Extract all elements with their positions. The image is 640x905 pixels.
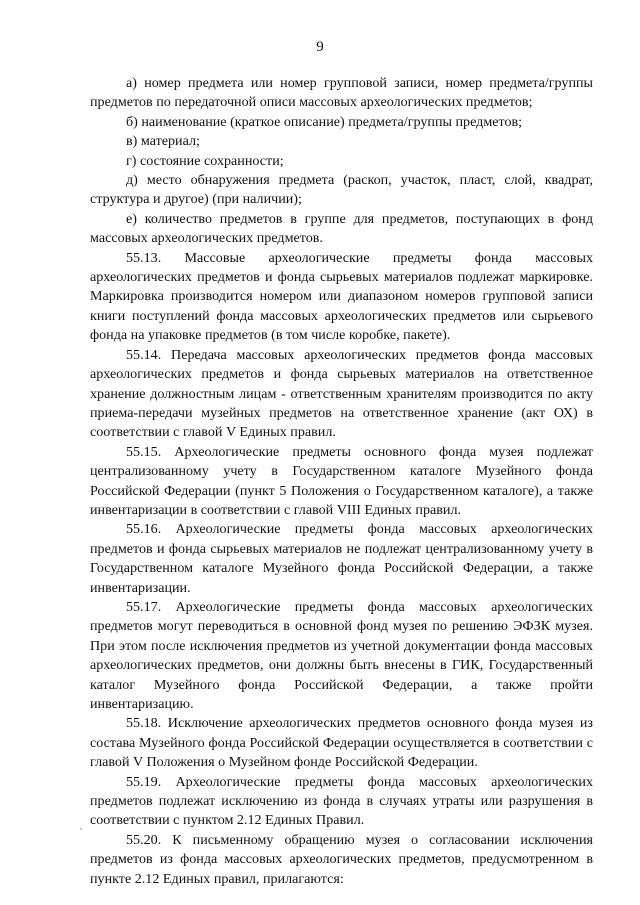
paragraph-55-15: 55.15. Археологические предметы основного фонда музея подлежат централизованному учету в Государственном каталоге Музейного фонда Российской Федерации (пункт 5 Положения о Государственном каталоге), а также инвентаризации в соответствии с главой VIII Единых правил.	[90, 443, 593, 518]
scan-mark: ˙	[79, 825, 83, 839]
document-body	[90, 74, 593, 889]
paragraph-item-e: е) количество предметов в группе для предметов, поступающих в фонд массовых археологических предметов.	[90, 210, 593, 247]
paragraph-item-d: д) место обнаружения предмета (раскоп, участок, пласт, слой, квадрат, структура и другое) (при наличии);	[90, 172, 593, 208]
paragraph-item-a: а) номер предмета или номер групповой записи, номер предмета/группы предметов по передаточной описи массовых археологических предметов;	[90, 75, 593, 111]
paragraph-item-g: г) состояние сохранности;	[126, 152, 284, 169]
page-number: 9	[316, 39, 324, 55]
paragraph-55-17: 55.17. Археологические предметы фонда массовых археологических предметов могут переводиться в основной фонд музея по решению ЭФЗК музея. При этом после исключения предметов из учетной документации фонда массовых археологических предметов, они должны быть внесены в ГИК, Государственный каталог Музейного фонда Российской Федерации, а также пройти инвентаризацию.	[90, 598, 593, 712]
paragraph-55-14: 55.14. Передача массовых археологических предметов фонда массовых археологических предметов и фонда сырьевых материалов на ответственное хранение должностным лицам - ответственным хранителям производится по акту приема-передачи музейных предметов на ответственное хранение (акт ОХ) в соответствии с главой V Единых правил.	[90, 346, 593, 441]
paragraph-55-18: 55.18. Исключение археологических предметов основного фонда музея из состава Музейного фонда Российской Федерации осуществляется в соответствии с главой V Положения о Музейном фонде Российской Федерации.	[90, 715, 593, 771]
paragraph-55-20: 55.20. К письменному обращению музея о согласовании исключения предметов из фонда массовых археологических предметов, предусмотренном в пункте 2.12 Единых правил, прилагаются:	[90, 831, 593, 887]
paragraph-item-v: в) материал;	[126, 133, 200, 150]
paragraph-55-13: 55.13. Массовые археологические предметы фонда массовых археологических предметов и фонда сырьевых материалов подлежат маркировке. Маркировка производится номером или диапазоном номеров групповой записи книги поступлений фонда массовых археологических предметов или сырьевого фонда на упаковке предметов (в том числе коробке, пакете).	[90, 249, 593, 344]
paragraph-item-b: б) наименование (краткое описание) предмета/группы предметов;	[126, 113, 523, 130]
paragraph-55-16: 55.16. Археологические предметы фонда массовых археологических предметов и фонда сырьевых материалов не подлежат централизованному учету в Государственном каталоге Музейного фонда Российской Федерации, а также инвентаризации.	[90, 521, 593, 596]
paragraph-55-19: 55.19. Археологические предметы фонда массовых археологических предметов подлежат исключению из фонда в случаях утраты или разрушения в соответствии с пунктом 2.12 Единых Правил.	[90, 773, 593, 829]
